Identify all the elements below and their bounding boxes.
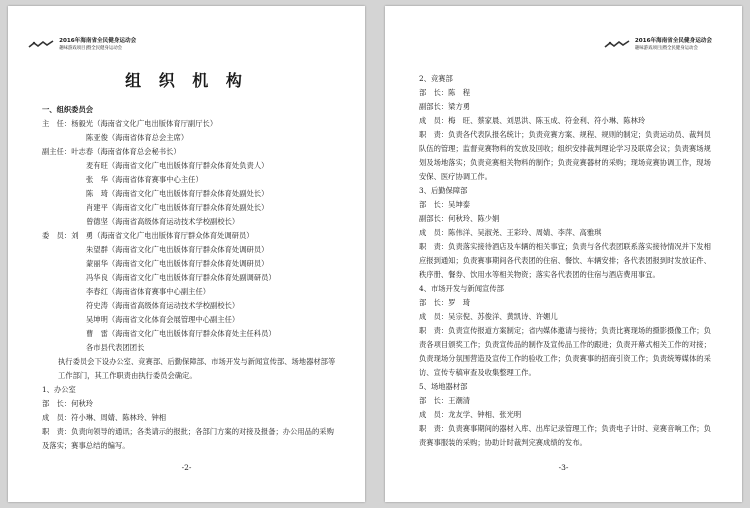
page-right	[385, 6, 742, 502]
event-logo	[28, 34, 136, 53]
dept-heading: 4、市场开发与新闻宣传部	[419, 284, 504, 293]
member-line: 冯华良（海南省文化广电出版体育厅群众体育处副调研员）	[86, 273, 276, 282]
paragraph-note: 执行委员会下设办公室、竞赛部、后勤保障部、市场开发与新闻宣传部、场地器材部等工作部门，其工作职责由执行委员会确定。	[58, 357, 336, 380]
dept-head: 部 长：陈 程	[419, 88, 471, 97]
member-line: 杨毅光（海南省文化广电出版体育厅副厅长）	[71, 119, 218, 128]
member-line: 朱望群（海南省文化广电出版体育厅群众体育处调研员）	[86, 245, 269, 254]
dept-vice: 副部长：何秋玲、陈少娟	[419, 214, 500, 223]
member-line: 各市县代表团团长	[86, 343, 145, 352]
dept-heading: 2、竞赛部	[419, 74, 453, 83]
role-label: 主 任：	[42, 119, 72, 128]
dept-duty: 职 责：负责落实接待酒店及车辆的相关事宜；负责与各代表团联系落实接待情况并下发相应报到通知；负责赛事期间各代表团的住宿、餐饮、车辆安排；各代表团报到时发放证件、秩序册、餐券、饮用水等相关物资；落实各代表团的住宿与酒店费用事宜。	[419, 242, 711, 279]
member-line: 曾德坚（海南省高级体育运动技术学校副校长）	[86, 217, 240, 226]
runner-logo-icon	[28, 40, 54, 49]
member-line: 肖建平（海南省文化广电出版体育厅群众体育处副处长）	[86, 203, 269, 212]
dept-head: 部 长：罗 琦	[419, 298, 471, 307]
member-line: 曹 雷（海南省文化广电出版体育厅群众体育处主任科员）	[86, 329, 276, 338]
member-line: 李春红（海南省体育赛事中心副主任）	[86, 287, 211, 296]
member-line: 麦有旺（海南省文化广电出版体育厅群众体育处负责人）	[86, 161, 269, 170]
member-line: 陈 琦（海南省文化广电出版体育厅群众体育处副处长）	[86, 189, 269, 198]
dept-duty: 职 责：负责宣传报道方案制定；省内媒体邀请与接待；负责比赛现场的摄影摄像工作；负责各项目颁奖工作；负责宣传品的制作及宣传品工作的跟进；负责开幕式相关工作的对接；负责现场分氛围营造及宣传工作的验收工作；负责赛事的招商引资工作；负责统筹媒体的采访、宣传专稿审查及收集整理工作。	[419, 326, 711, 377]
role-label: 副主任：	[42, 147, 72, 156]
dept-members: 成 员：吴宗倪、苏俊洋、黄凯诗、许媚儿	[419, 312, 558, 321]
dept-heading: 1、办公室	[42, 385, 76, 394]
logo-subtitle: 趣味游戏项目|暨全民健身运动会	[634, 45, 698, 51]
page-number: -3-	[558, 463, 569, 472]
runner-logo-icon	[604, 40, 630, 49]
dept-heading: 5、场地器材部	[419, 382, 468, 391]
dept-duty: 职 责：负责各代表队报名统计；负责竞赛方案、规程、规则的制定；负责运动员、裁判员队伍的管理；监督竞赛物料的发放及回收；组织安排裁判理论学习及联席会议；负责赛场规划及场地落实；负责竞赛相关物料的制作；负责竞赛器材的采购；现场竞赛协调工作，现场安保、医疗协调工作。	[419, 130, 711, 181]
member-line: 叶志春（海南省体育总会秘书长）	[71, 147, 181, 156]
event-logo	[604, 34, 712, 53]
member-line: 陈亚俊（海南省体育总会主席）	[86, 133, 189, 142]
dept-head: 部 长：何秋玲	[42, 399, 94, 408]
member-line: 张 华（海南省体育赛事中心主任）	[86, 175, 203, 184]
dept-members: 成 员：梅 旺、蔡家晨、刘思洪、陈玉成、符金利、符小琳、陈林玲	[419, 116, 646, 125]
dept-head: 部 长：王潮清	[419, 396, 471, 405]
page-left	[8, 6, 365, 502]
member-line: 蒙丽华（海南省文化广电出版体育厅群众体育处调研员）	[86, 259, 269, 268]
page-number: -2-	[181, 463, 192, 472]
dept-duty: 职 责：负责赛事期间的器材入库、出库记录管理工作；负责电子计时、竞赛音响工作；负责赛事服装的采购；协助计时裁判完赛成绩的发布。	[419, 424, 711, 447]
section-heading: 一、组织委员会	[42, 105, 94, 114]
logo-title: 2016年海南省全民健身运动会	[634, 37, 712, 44]
dept-head: 部 长：吴坤泰	[419, 200, 471, 209]
dept-vice: 副部长：梁方勇	[419, 102, 471, 111]
role-label: 委 员：	[42, 231, 72, 240]
dept-heading: 3、后勤保障部	[419, 186, 468, 195]
member-line: 符史涛（海南省高级体育运动技术学校副校长）	[86, 301, 240, 310]
page-title: 组 织 机 构	[125, 71, 248, 90]
dept-members: 成 员：龙友学、钟相、张光明	[419, 410, 522, 419]
logo-title: 2016年海南省全民健身运动会	[59, 37, 137, 44]
member-line: 刘 勇（海南省文化广电出版体育厅群众体育处调研员）	[71, 231, 254, 240]
logo-subtitle: 趣味游戏项目|暨全民健身运动会	[59, 45, 123, 51]
member-line: 吴坤明（海南省文化体育会展管理中心副主任）	[86, 315, 240, 324]
dept-members: 成 员：陈伟洋、吴淑尧、王彩玲、周婧、李萍、高雅琪	[419, 228, 602, 237]
dept-duty: 职 责：负责向领导的通讯；各类请示的报批；各部门方案的对接及报备；办公用品的采购及落实；赛事总结的编写。	[42, 427, 334, 450]
dept-members: 成 员：符小琳、周婧、陈林玲、钟相	[42, 413, 167, 422]
